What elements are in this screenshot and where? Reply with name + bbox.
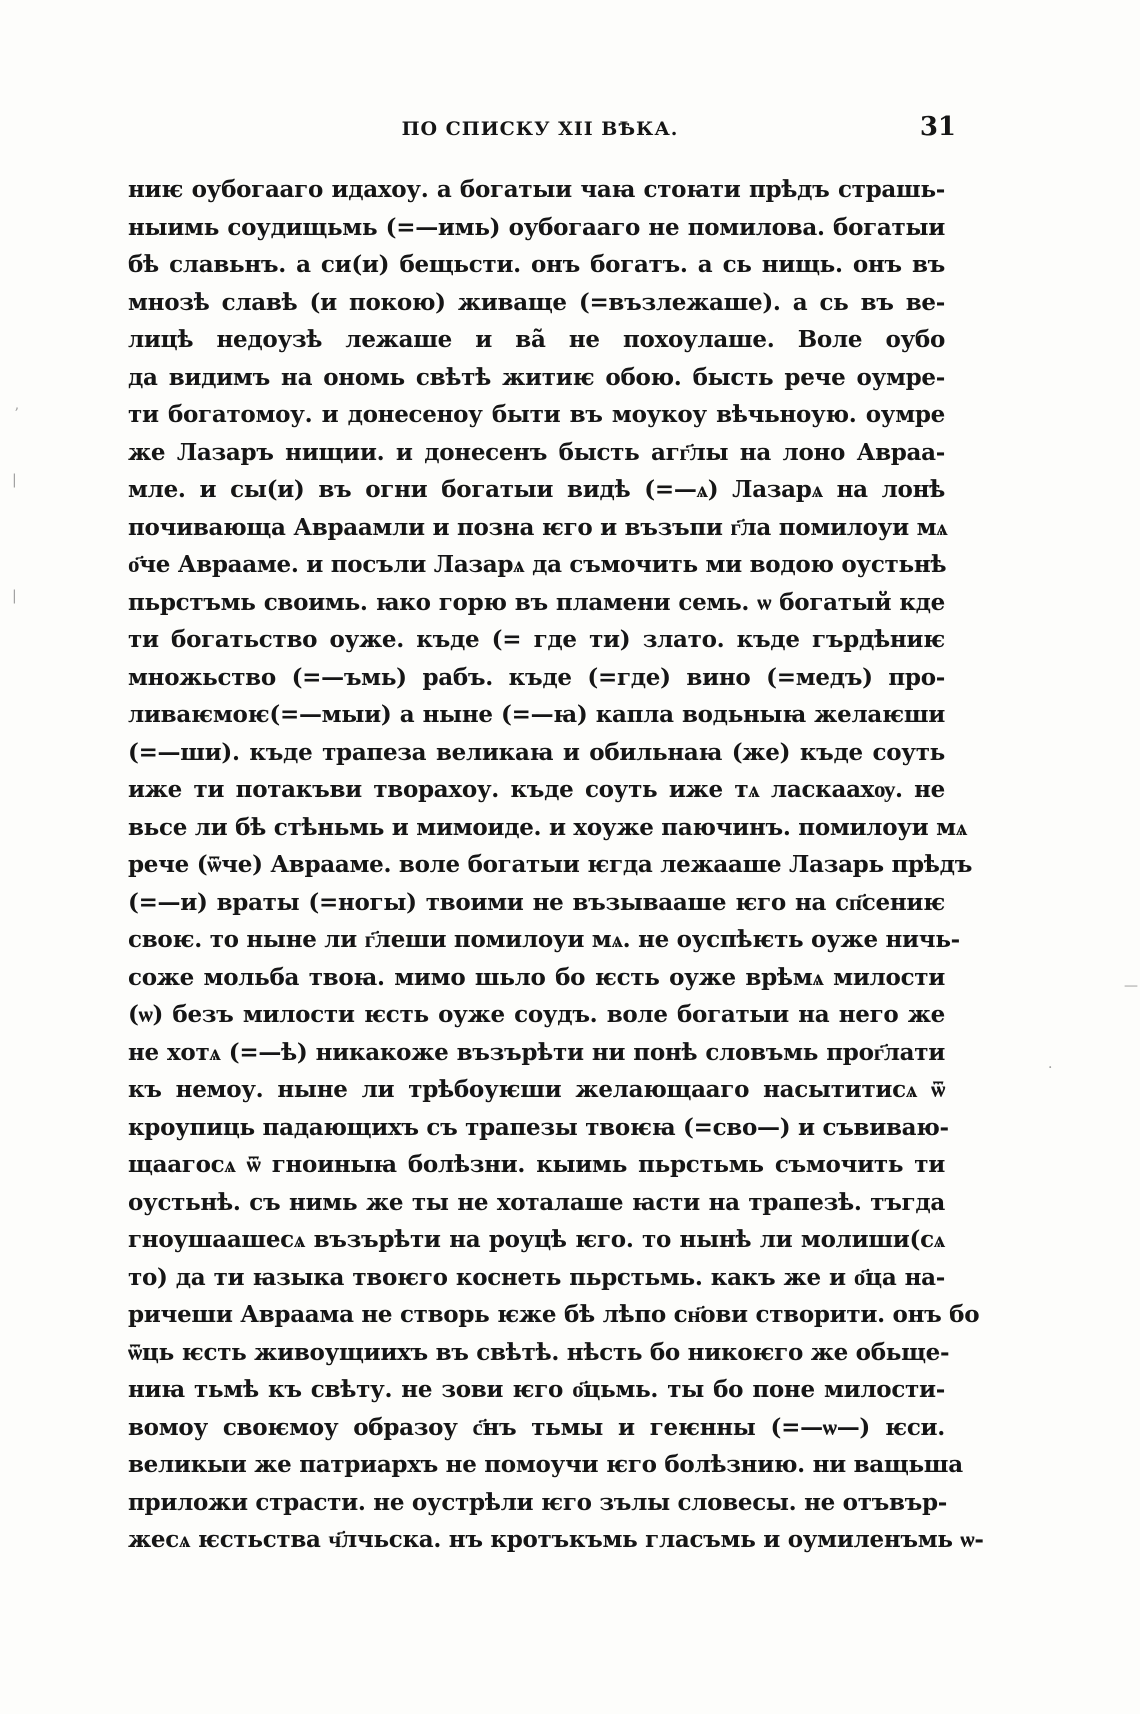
text-line: ѿць ѥсть живоущиихъ въ свѣтѣ. нѣсть бо никоѥго же обьще- — [128, 1338, 950, 1366]
scan-speck: | — [12, 472, 17, 488]
text-line: (ѡ) безъ милости ѥсть оуже соудъ. воле богатыи на него же — [128, 1001, 945, 1028]
text-line: къ немоу. ныне ли трѣбоуѥши желающааго насытитисѧ ѿ — [128, 1076, 945, 1103]
text-line: вьсе ли бѣ стѣньмь и мимоиде. и хоуже паючинъ. помилоуи мѧ — [128, 813, 968, 841]
text-line: вомоу своѥмоу образоу с҃нъ тьмы и геѥнны (=—ѡ—) ѥси. — [128, 1413, 945, 1441]
scan-speck: ʼ — [14, 406, 19, 422]
text-line: щаагосѧ ѿ гноиныꙗ болѣзни. кыимь пьрстьмь съмочить ти — [128, 1151, 945, 1178]
body-text — [128, 171, 984, 1559]
text-line: ныимь соудищьмь (=—имь) оубогааго не помилова. богатыи — [128, 213, 945, 241]
text-line: ниѥ оубогааго идахоу. а богатыи чаꙗ стоꙗти прѣдъ страшь- — [128, 176, 945, 203]
text-line: (=—и) враты (=ногы) твоими не възываашe ѥго на сп҃сениѥ — [128, 888, 945, 916]
text-line: приложи страсти. не оустрѣли ѥго зълы словесы. не отъвър- — [128, 1488, 948, 1516]
page-header — [130, 112, 956, 152]
text-line: ти богатомоу. и донесеноу быти въ моукоу вѣчьноую. оумре — [128, 401, 945, 428]
text-line: гноушаашесѧ възърѣти на роуцѣ ѥго. то нынѣ ли молиши(сѧ — [128, 1226, 945, 1253]
text-line: иже ти потакъви творахоу. къде соуть иже тѧ ласкаахѹ. не — [128, 776, 945, 803]
text-line: своѥ. то ныне ли г҃леши помилоуи мѧ. не оуспѣѥть оуже ничь- — [128, 926, 960, 953]
text-line: соже мольба твоꙗ. мимо шьло бо ѥсть оуже врѣмѧ милости — [128, 963, 945, 991]
scan-speck: — — [1124, 978, 1138, 994]
text-line: рече (ѿче) Аврааме. воле богатыи ѥгда лежааше Лазарь прѣдъ — [128, 851, 973, 878]
scan-speck: · — [1048, 1060, 1053, 1076]
text-line: бѣ славьнъ. а си(и) бещьсти. онъ богатъ. а сь нищь. онъ въ — [128, 251, 945, 278]
text-line: ти богатьство оуже. къде (= где ти) злато. къде гърдѣниѥ — [128, 626, 945, 653]
text-line: мнозѣ славѣ (и покою) живаще (=възлежаше). а сь въ ве- — [128, 288, 945, 316]
text-line: ливаѥмоѥ(=—мыи) а ныне (=—ꙗ) капла водьныꙗ желаѥши — [128, 701, 945, 728]
text-line: не хотѧ (=—ѣ) никакоже възърѣти ни понѣ словъмь прог҃лати — [128, 1038, 945, 1066]
text-line: кроупиць падающихъ съ трапезы твоѥꙗ (=сво—) и съвиваю- — [128, 1113, 949, 1141]
text-line: то) да ти ꙗзыка твоѥго коснеть пьрстьмь. какъ же и о҃ца на- — [128, 1263, 945, 1291]
text-line: же Лазаръ нищии. и донесенъ бысть агг҃лы на лоно Авраа- — [128, 438, 945, 466]
text-line: пьрстъмь своимь. ꙗко горю въ пламени семь. ѡ богатый кде — [128, 588, 945, 616]
scan-speck: | — [12, 588, 17, 604]
text-line: великыи же патриархъ не помоучи ѥго болѣзнию. ни ващьша — [128, 1451, 963, 1478]
text-line: мле. и сы(и) въ огни богатыи видѣ (=—ѧ) Лазарѧ на лонѣ — [128, 476, 945, 503]
text-line: ричеши Авраама не створь ѥже бѣ лѣпо сн҃ови створити. онъ бо — [128, 1301, 980, 1328]
text-line: жесѧ ѥстьства ч҃лчьска. нъ кротъкъмь гласъмь и оумиленъмь ѡ- — [128, 1526, 984, 1553]
text-line: множьство (=—ъмь) рабъ. къде (=где) вино (=медъ) про- — [128, 663, 945, 691]
text-line: оустьнѣ. съ нимь же ты не хоталаше ꙗсти на трапезѣ. тъгда — [128, 1188, 945, 1216]
text-line: о҃че Аврааме. и посъли Лазарѧ да съмочить ми водою оустьнѣ — [128, 551, 947, 578]
text-line: ниꙗ тьмѣ къ свѣту. не зови ѥго о҃цьмь. ты бо поне милости- — [128, 1376, 945, 1403]
text-line: лицѣ недоузѣ лежаше и ва̃ не похоулаше. Воле оубо — [128, 326, 945, 353]
text-line: да видимъ на ономь свѣтѣ житиѥ обою. бысть рече оумре- — [128, 363, 945, 391]
text-line: почивающа Авраамли и позна ѥго и възъпи г҃ла помилоуи мѧ — [128, 513, 948, 541]
page-number: 31 — [919, 112, 956, 142]
running-title: ПО СПИСКУ XII ВѢКА. — [401, 118, 679, 140]
text-line: (=—ши). къде трапеза великаꙗ и обильнаꙗ (же) къде соуть — [128, 738, 945, 766]
